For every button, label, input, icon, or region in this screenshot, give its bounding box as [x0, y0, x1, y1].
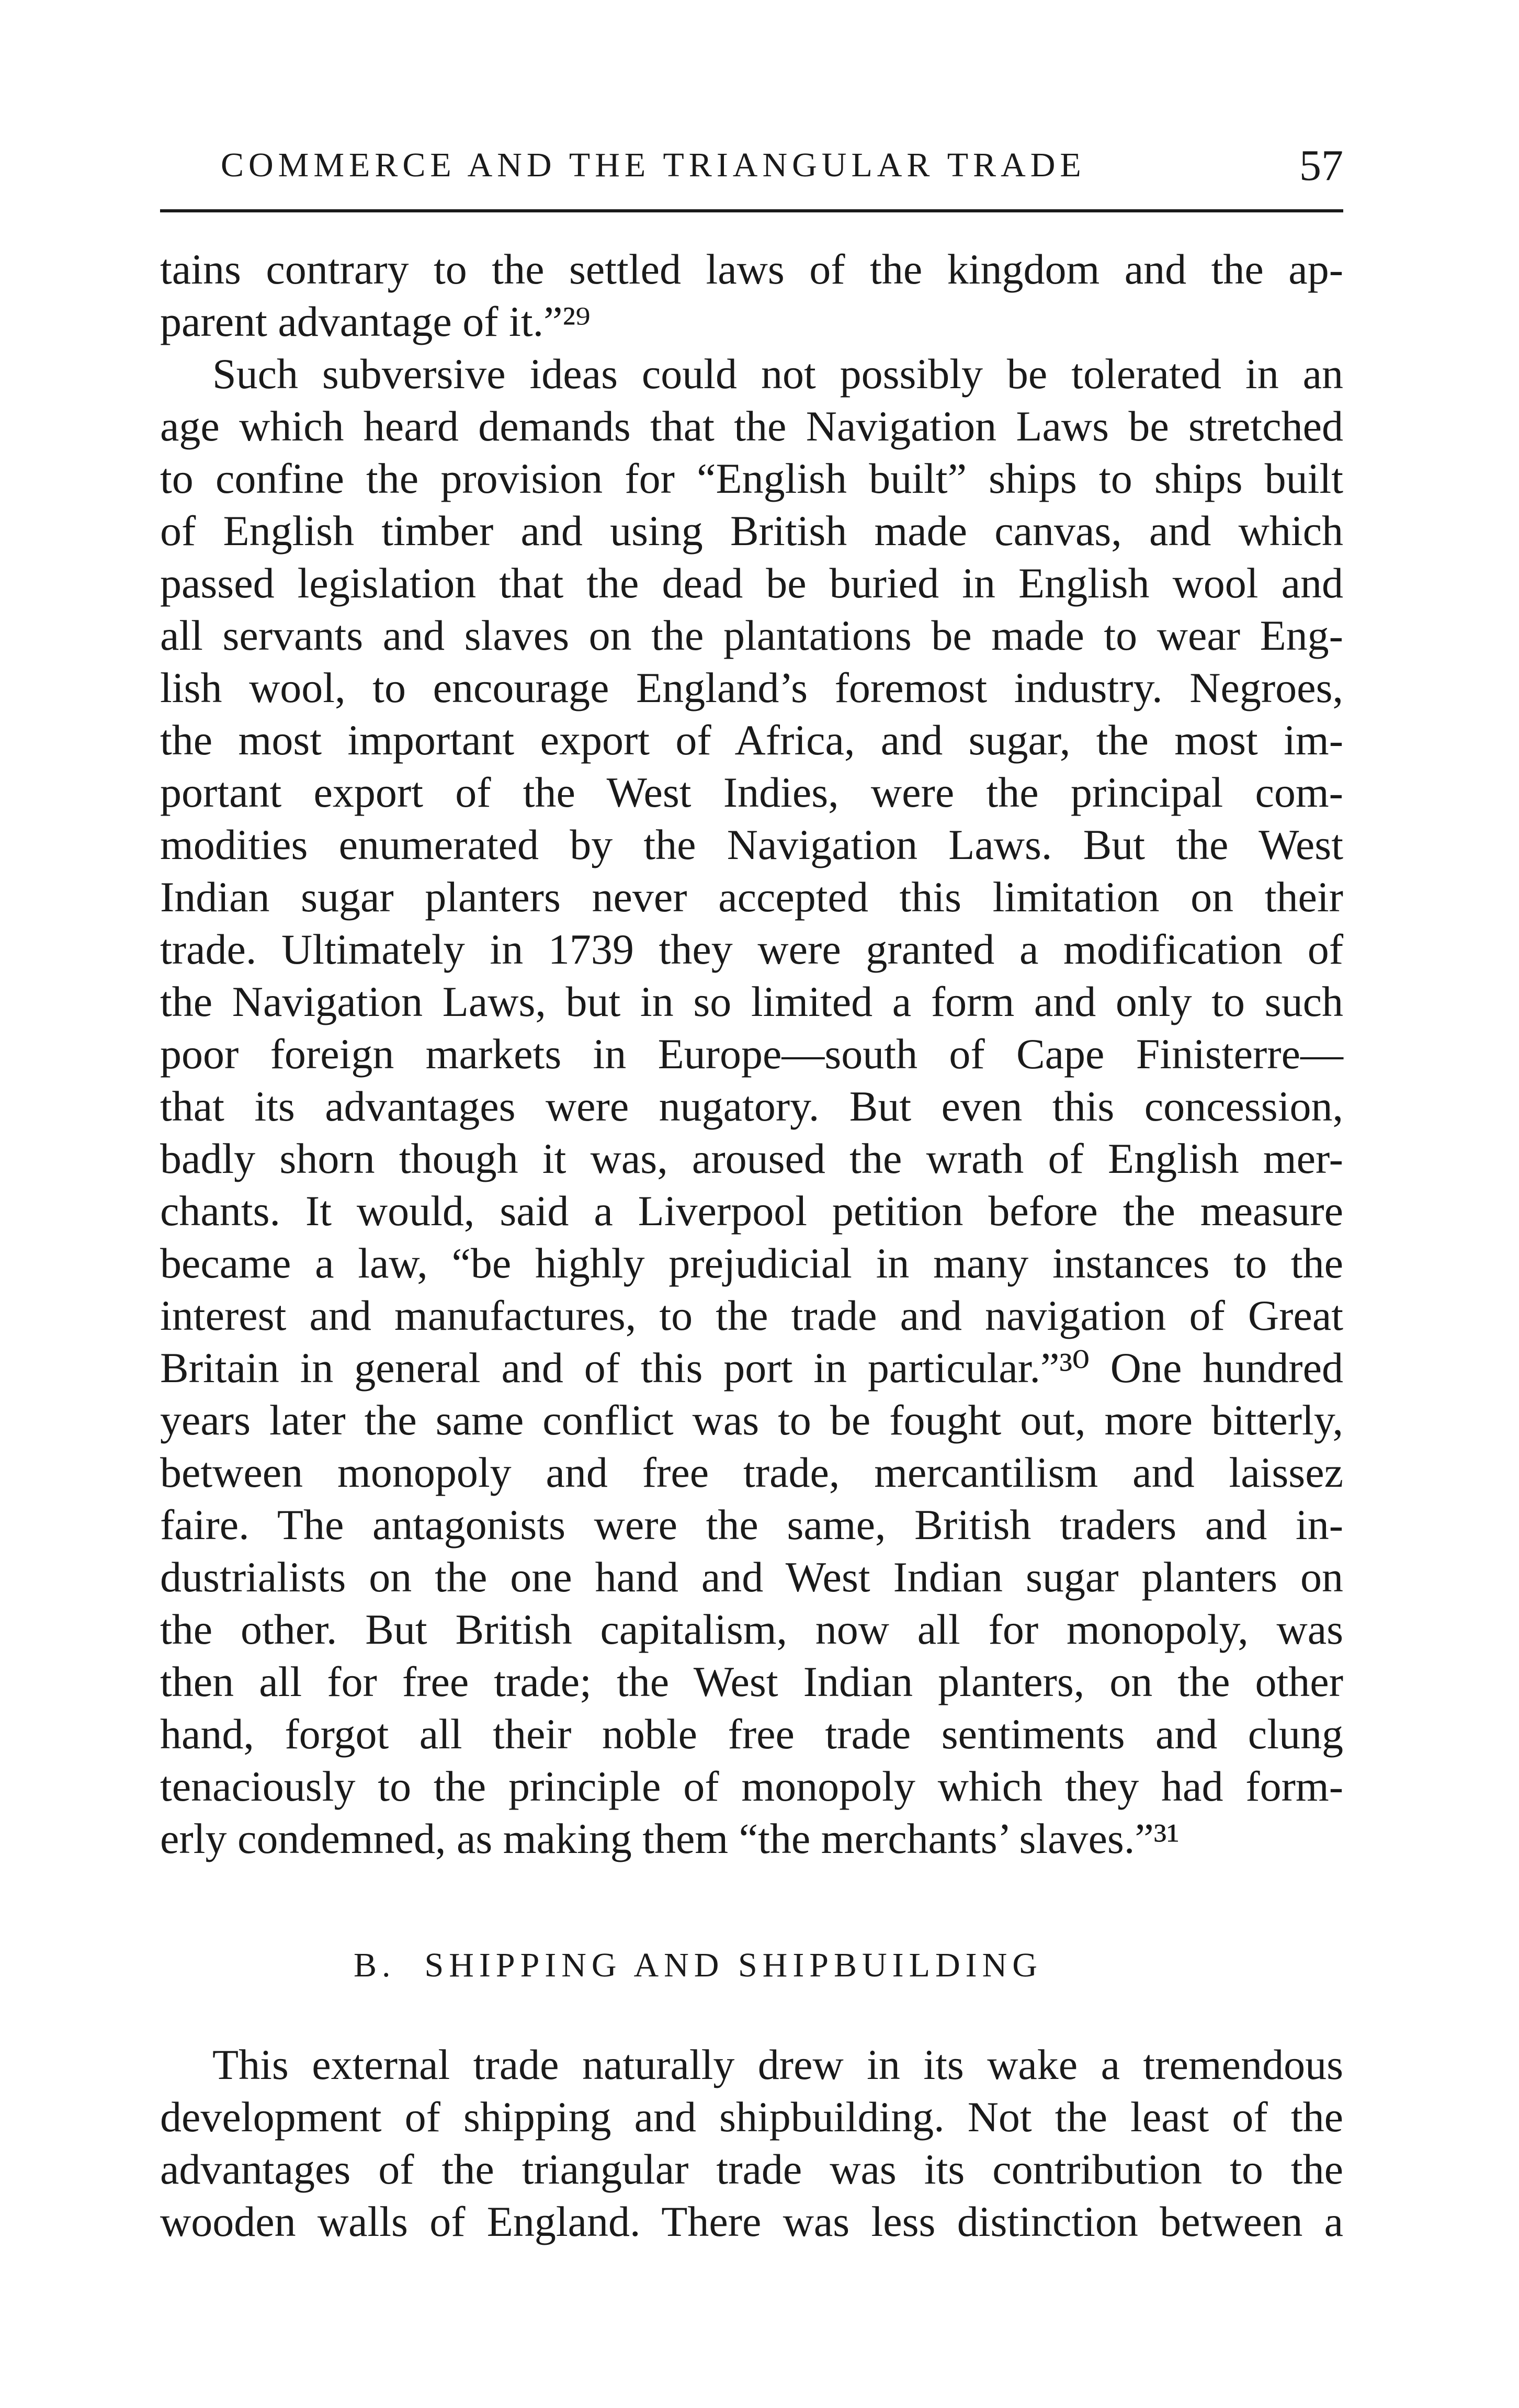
text-line: Britain in general and of this port in particular.”³⁰ One hundred: [160, 1344, 1343, 1392]
text-line: the most important export of Africa, and sugar, the most im-: [160, 716, 1343, 764]
text-line: tenaciously to the principle of monopoly which they had form-: [160, 1762, 1343, 1810]
text-line: years later the same conflict was to be fought out, more bitterly,: [160, 1396, 1343, 1444]
text-line: wooden walls of England. There was less distinction between a: [160, 2198, 1343, 2245]
text-line: hand, forgot all their noble free trade sentiments and clung: [160, 1710, 1343, 1758]
section-heading: [160, 1939, 1343, 2039]
text-line: became a law, “be highly prejudicial in many instances to the: [160, 1239, 1343, 1287]
text-line: of English timber and using British made canvas, and which: [160, 507, 1343, 555]
text-line: then all for free trade; the West Indian planters, on the other: [160, 1658, 1343, 1705]
text-line: development of shipping and shipbuilding. Not the least of the: [160, 2093, 1343, 2141]
text-line: parent advantage of it.”²⁹: [160, 298, 591, 345]
text-line: the Navigation Laws, but in so limited a form and only to such: [160, 978, 1343, 1025]
text-line: modities enumerated by the Navigation Laws. But the West: [160, 821, 1343, 868]
text-line: lish wool, to encourage England’s foremost industry. Negroes,: [160, 664, 1343, 711]
text-line: Indian sugar planters never accepted this limitation on their: [160, 873, 1343, 921]
body-text: [160, 243, 1343, 2248]
text-line: that its advantages were nugatory. But even this concession,: [160, 1082, 1343, 1130]
running-header: [160, 133, 1343, 207]
running-title: COMMERCE AND THE TRIANGULAR TRADE: [221, 146, 1086, 184]
text-line: advantages of the triangular trade was its contribution to the: [160, 2145, 1343, 2193]
paragraph-first-line: This external trade naturally drew in its wake a tremendous: [212, 2041, 1343, 2088]
text-line: portant export of the West Indies, were the principal com-: [160, 768, 1343, 816]
text-line: to confine the provision for “English built” ships to ships built: [160, 455, 1343, 502]
text-line: the other. But British capitalism, now all for monopoly, was: [160, 1606, 1343, 1653]
text-line: all servants and slaves on the plantations be made to wear Eng-: [160, 612, 1343, 659]
text-line: age which heard demands that the Navigation Laws be stretched: [160, 402, 1343, 450]
text-line: faire. The antagonists were the same, British traders and in-: [160, 1501, 1343, 1548]
header-rule: [160, 209, 1343, 212]
text-line: trade. Ultimately in 1739 they were granted a modification of: [160, 925, 1343, 973]
text-line: passed legislation that the dead be buried in English wool and: [160, 559, 1343, 607]
text-line: erly condemned, as making them “the merchants’ slaves.”³¹: [160, 1815, 1180, 1862]
text-line: interest and manufactures, to the trade and navigation of Great: [160, 1292, 1343, 1339]
text-line: between monopoly and free trade, mercantilism and laissez: [160, 1449, 1343, 1496]
text-line: poor foreign markets in Europe—south of Cape Finisterre—: [160, 1030, 1343, 1078]
text-line: chants. It would, said a Liverpool petition before the measure: [160, 1187, 1343, 1235]
page-number: 57: [1299, 141, 1343, 190]
book-page: [160, 0, 1343, 2408]
text-line: dustrialists on the one hand and West Indian sugar planters on: [160, 1553, 1343, 1601]
section-title: SHIPPING AND SHIPBUILDING: [424, 1946, 1042, 1984]
text-line: tains contrary to the settled laws of the kingdom and the ap-: [160, 245, 1343, 293]
paragraph-first-line: Such subversive ideas could not possibly be tolerated in an: [212, 350, 1343, 398]
section-letter: B.: [354, 1946, 396, 1984]
text-line: badly shorn though it was, aroused the wrath of English mer-: [160, 1135, 1343, 1182]
